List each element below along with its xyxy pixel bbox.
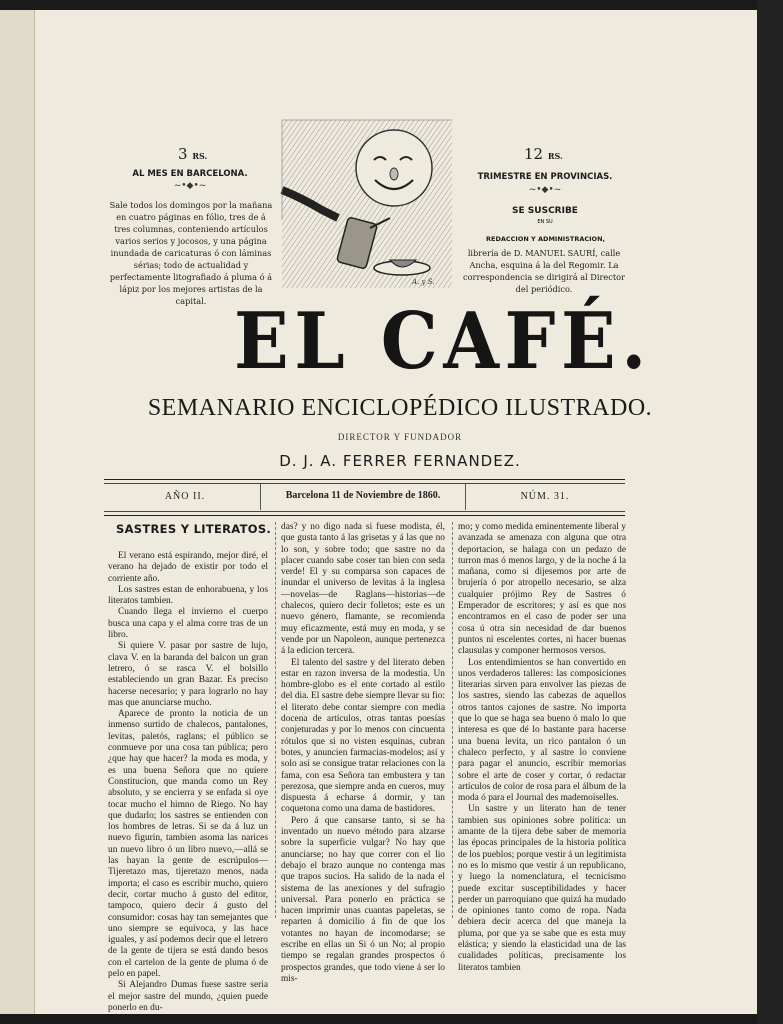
col3-paragraph: Un sastre y un literato han de tener tambien sus opiniones sobre política: un amante de la tijera debe saber de memoria las épocas principales de la historia política de los pueblos; porque vestir á un legitimista no es lo mismo que vestir á un republicano, y luego la nomenclatura, el tecnicismo puede excitar susceptibilidades y hacer perder un parroquiano que quizá ha mudado de opiniones tanto como de ropa. Nada debiera decir acerca del que maneja la pluma, por que ya se sabe que es esta muy elástica; y siendo la elasticidad una de las cualidades políticas, precisamente los literatos tambien xyxy=(458,804,626,973)
col1-paragraph: Aparece de pronto la noticia de un inmenso surtido de chalecos, pantalones, levitas, paletós, raglans; el público se conmueve por una cosa tan pública; pero ¿que hay que hacer? la moda es moda, y es una buena Señora que no quiere Constitucion, que manda como un Rey absoluto, y se encierra y se enfada si oye tocar mucho el himno de Riego. No hay que dudarlo; los sastres se entienden con los hombres de letras. Si se da á luz un nuevo figurin, tambien asoma las narices un nuevo libro ó un libro nuevo,—allá se las hayan la gente de escrúpulos—Tijeretazo mas, tijeretazo menos, nada importa; el caso es escribir mucho, quiero decir, cortar mucho á gusto del editor, tampoco, quiero decir á gusto del consumidor: cosas hay tan semejantes que uno siempre se equivoca, y las hace iguales, y así podemos decir que el letrero de la gente de tijera se está dando besos con el cartelon de la gente de pluma ó de pelo en papel. xyxy=(108,709,268,979)
right-price-unit: RS. xyxy=(547,151,563,161)
col1-paragraph: Si quiere V. pasar por sastre de lujo, clava V. en la baranda del balcon un gran letrero, ó se rasca V. el bolsillo estableciendo un gran Bazar. Es preciso hacerse necesario; y para lograrlo no hay mas que anunciarse mucho. xyxy=(108,641,268,708)
issue-divider-right xyxy=(465,484,466,510)
article-column-3 xyxy=(458,522,626,973)
col2-paragraph: El talento del sastre y del literato deben estar en razon inversa de la modestia. Un hombre-globo es el ente cortado al estilo del dia. El sastre debe siempre llevar su fio: el literato debe contar siempre con media docena de artículos, otras tantas poesías conjeturadas y por lo menos con cincuenta rótulos que si no visten esquinas, cubran botes, y anuncien farmacias-modelos; así y solo así se consigue tratar relaciones con la fama, con esa Señora tan embustera y tan perezosa, que siempre anda en cueros, muy dispuesta á echarse á dormir, y tan coquetona como una dama de bastidores. xyxy=(281,657,445,815)
coffee-illustration xyxy=(282,120,452,288)
col1-paragraph: El verano está espirando, mejor diré, el verano ha dejado de existir por todo el corriente año. xyxy=(108,551,268,584)
col1-paragraph: Los sastres estan de enhorabuena, y los literatos tambien. xyxy=(108,584,268,607)
right-info: librería de D. MANUEL SAURÍ, calle Ancha, esquina á la del Regomir. La correspondencia se dirigirá al Director del periódico. xyxy=(463,248,625,294)
left-ornament: ~•◆•~ xyxy=(173,181,207,191)
issue-top-rule xyxy=(104,479,625,480)
article-column-1 xyxy=(108,551,268,1013)
issue-date: Barcelona 11 de Noviembre de 1860. xyxy=(285,490,441,501)
right-period: TRIMESTRE EN PROVINCIAS. xyxy=(477,172,613,182)
col2-paragraph: Pero á que cansarse tanto, si se ha inventado un nuevo método para alzarse sobre la superficie vulgar? No hay que anunciarse; no hay que correr con el lio debajo el brazo aunque no contenga mas que trapos sucios. Ha salido de la nada el sistema de las anexiones y del sufragio universal. Para ponerlo en práctica se hacen imprimir unas cuantas papeletas, se reparten á domicilio á fin de que los votantes no hayan de incomodarse; se escribe en ellas un Si ó un No; al propio tiempo se regalan grandes prospectos ó prospectos grandes, que todo viene á ser lo mis- xyxy=(281,815,445,984)
left-info: Sale todos los domingos por la mañana en cuatro páginas en fólio, tres de á tres columnas, conteniendo artículos varios serios y jocosos, y una página inundada de caricaturas ó con láminas sérias; todo de actualidad y perfectamente litografiado á pluma ó á lápiz por los mejores artistas de la capital. xyxy=(109,200,273,306)
subscribe-small: EN SU xyxy=(537,219,553,225)
column-divider-1 xyxy=(275,522,276,918)
page-gutter xyxy=(0,10,35,1014)
right-price xyxy=(524,145,563,163)
director-label: DIRECTOR Y FUNDADOR xyxy=(337,432,463,442)
newspaper-subtitle: SEMANARIO ENCICLOPÉDICO ILUSTRADO. xyxy=(147,395,653,421)
subscribe-heading: SE SUSCRIBE xyxy=(512,206,578,216)
article-title: SASTRES Y LITERATOS. xyxy=(116,522,272,536)
newspaper-title: EL CAFÉ. xyxy=(234,296,652,387)
col3-paragraph: mo; y como medida eminentemente liberal y avanzada se amenaza con alguna que otra deportacion, se halaga con un pedazo de turron mas ó menos largo, y de la noche á la mañana, como si dijesemos por arte de brujería ó por atropello necesario, se alza cualquier prójimo Rey de Sastres ó Emperador de escritores; y así es que nos encontramos en el caso de poder ser una cosa ú otra sin necesidad de dar buenos puntos ni escelentes cortes, ni hacer buenas clausulas y componer hermosos versos. xyxy=(458,522,626,657)
director-name: D. J. A. FERRER FERNANDEZ. xyxy=(279,452,521,470)
subscribe-office: REDACCION Y ADMINISTRACION, xyxy=(486,235,605,243)
left-price-unit: RS. xyxy=(192,151,208,161)
col2-paragraph: das? y no digo nada si fuese modista, él, que gusta tanto á las grisetas y á las que no lo son, y sobre todo; que sastre no da placer cuando sabe coser tan bien con seda verde! El y su comparsa son capaces de inundar el universo de levitas á la inglesa—novelas—de Raglans—historias—de chalecos, quiero decir folletos; este es un nuevo género, flamante, se recomienda muy eficazmente, está muy en moda, y se vende por un Napoleon, aunque pertenezca á la edicion tercera. xyxy=(281,522,445,657)
col1-paragraph: Si Alejandro Dumas fuese sastre seria el mejor sastre del mundo, ¿quien puede ponerlo en du- xyxy=(108,980,268,1013)
right-ornament: ~•◆•~ xyxy=(528,185,562,195)
illustration-signature: A. y S. xyxy=(412,278,435,286)
article-column-2 xyxy=(281,522,445,984)
newspaper-page xyxy=(0,10,758,1014)
left-price xyxy=(178,145,207,163)
issue-bottom-rule xyxy=(104,515,625,516)
issue-top-rule-thin xyxy=(104,483,625,484)
col1-paragraph: Cuando llega el invierno el cuerpo busca una capa y el alma corre tras de un libro. xyxy=(108,607,268,641)
scan-edge-strip xyxy=(757,0,783,1024)
coffee-pot-illustration xyxy=(282,120,452,288)
issue-bottom-rule-thin xyxy=(104,511,625,512)
issue-divider-left xyxy=(260,484,261,510)
left-price-value: 3 xyxy=(178,145,188,163)
right-price-value: 12 xyxy=(524,145,544,163)
column-divider-2 xyxy=(452,522,453,918)
col3-paragraph: Los entendimientos se han convertido en unos verdaderos talleres: las composiciones literarias sirven para envolver las piezas de los sastres, siendo las cabezas de aquellos otros tantos cajones de sastre. No importa que lo que se haga sea bueno ó malo lo que interesa es que dé lo bastante para hacerse una buena levita, un rico pantalon ó un chaleco perfecto, y al sastre lo conviene para pagar el anuncio, escribir memorias sobre el arte de coser y cortar, ó redactar artículos de color de rosa para el álbum de la moda ó para el Journal des mademoiselles. xyxy=(458,657,626,804)
issue-number: NÚM. 31. xyxy=(520,491,570,502)
issue-year: AÑO II. xyxy=(164,491,206,502)
left-period: AL MES EN BARCELONA. xyxy=(132,169,248,179)
